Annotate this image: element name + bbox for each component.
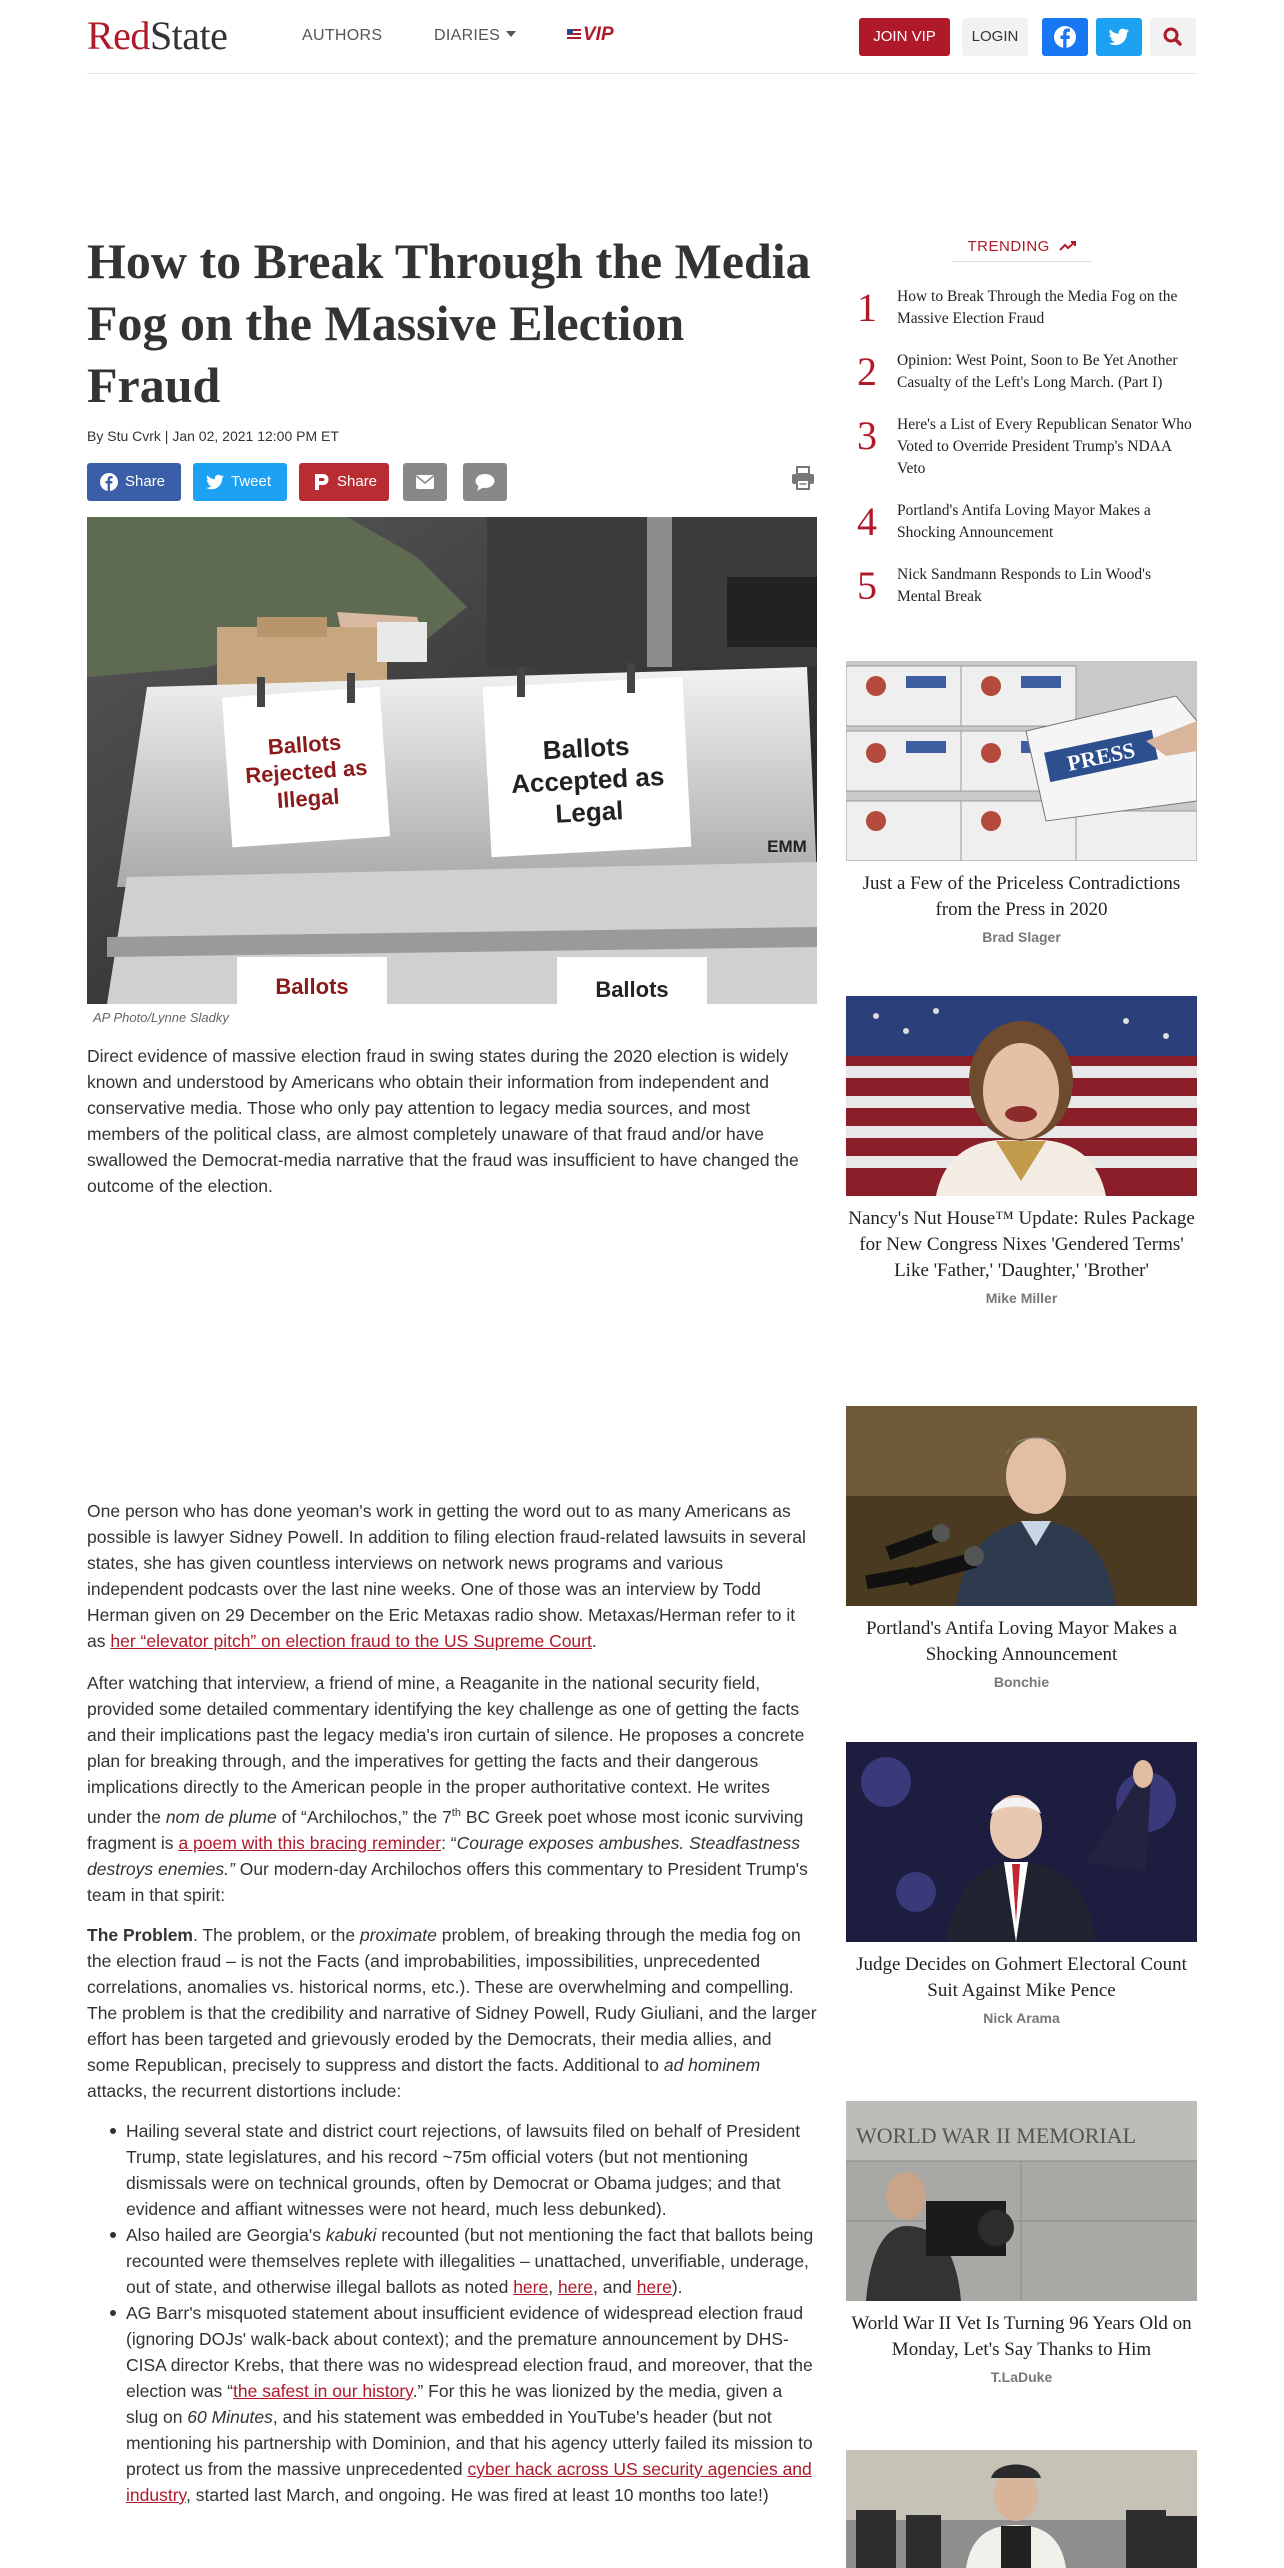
sidebar-card-4[interactable]: Judge Decides on Gohmert Electoral Count Suit Against Mike Pence Nick Arama bbox=[846, 1742, 1197, 2026]
join-vip-button[interactable]: JOIN VIP bbox=[859, 18, 950, 56]
card-image bbox=[846, 2101, 1197, 2301]
svg-text:Ballots: Ballots bbox=[275, 974, 349, 999]
svg-text:EMM: EMM bbox=[767, 837, 807, 856]
sidebar-card-2[interactable]: Nancy's Nut House™ Update: Rules Package for New Congress Nixes 'Gendered Terms' Like 'Father,' 'Daughter,' 'Brother' Mike Miller bbox=[846, 996, 1197, 1306]
facebook-icon bbox=[1042, 18, 1088, 56]
svg-text:Ballots: Ballots bbox=[541, 730, 631, 766]
search-button[interactable] bbox=[1150, 18, 1196, 56]
site-header bbox=[0, 0, 1284, 74]
twitter-icon bbox=[205, 472, 225, 492]
cyber-hack-link[interactable]: cyber hack across US security agencies and industry bbox=[126, 2459, 812, 2505]
article-paragraph-3: After watching that interview, a friend of mine, a Reaganite in the national security field, provided some detailed commentary identifying the key challenge as one of getting the facts and their implications past the legacy media's iron curtain of silence. He proposes a concrete plan for breaking through, and the imperatives for getting the facts and their dangerous implications directly to the American people in the proper authoritative context. He writes under the nom de plume of “Archilochos,” the 7th BC Greek poet whose most iconic surviving fragment is a poem with this bracing reminder: “Courage exposes ambushes. Steadfastness destroys enemies.” Our modern-day Archilochos offers this commentary to President Trump's team in that spirit: bbox=[87, 1673, 808, 1905]
card-image bbox=[846, 661, 1197, 861]
trending-heading: TRENDING bbox=[952, 238, 1092, 262]
publish-date: Jan 02, 2021 12:00 PM ET bbox=[172, 428, 339, 444]
distortions-list bbox=[126, 2118, 818, 2508]
card-image bbox=[846, 1742, 1197, 1942]
ballot-boxes-photo bbox=[87, 517, 817, 1004]
facebook-icon bbox=[99, 472, 119, 492]
safest-link[interactable]: the safest in our history bbox=[233, 2381, 413, 2401]
article-paragraph-4: The Problem. The problem, or the proximate problem, of breaking through the media fog on the election fraud – is not the Facts (and improbabilities, impossibilities, unprecedented correlations, anomalies vs. historical norms, etc.). These are overwhelming and compelling. The problem is that the credibility and narrative of Sidney Powell, Rudy Giuliani, and the larger effort has been targeted and grievously eroded by the Democrats, their media allies, and some Republican, precisely to suppress and distort the facts. Additional to ad hominem attacks, the recurrent distortions include: bbox=[87, 1925, 817, 2101]
svg-text:WORLD WAR II MEMORIAL: WORLD WAR II MEMORIAL bbox=[856, 2123, 1137, 2148]
list-item: Hailing several state and district court rejections, of lawsuits filed on behalf of President Trump, state legislatures, and his record ~75m official voters (but not mentioning dismissals were on technical grounds, often by Democrat or Obama judges; and that evidence and affiant witnesses were not heard, much less debunked). bbox=[126, 2118, 818, 2222]
article-paragraph-1: Direct evidence of massive election fraud in swing states during the 2020 election is widely known and understood by Americans who obtain their information from independent and conservative media. Those who only pay attention to legacy media sources, and most members of the political class, are almost completely unaware of that fraud and/or have swallowed the Democrat-media narrative that the fraud was insufficient to have changed the outcome of the election. bbox=[87, 1046, 799, 1196]
svg-text:Ballots: Ballots bbox=[595, 977, 669, 1002]
here-link-1[interactable]: here bbox=[513, 2277, 549, 2297]
chevron-down-icon bbox=[506, 31, 516, 37]
flag-icon bbox=[567, 29, 581, 39]
svg-text:PRESS: PRESS bbox=[1065, 737, 1138, 776]
svg-text:Rejected as: Rejected as bbox=[244, 754, 369, 789]
card-image bbox=[846, 2450, 1197, 2568]
svg-text:Illegal: Illegal bbox=[276, 783, 341, 814]
list-item: Also hailed are Georgia's kabuki recounted (but not mentioning the fact that ballots being recounted were themselves replete with illegalities – unattached, unverifiable, underage, out of state, and otherwise illegal ballots as noted here, here, and here). bbox=[126, 2222, 818, 2300]
photo-caption: AP Photo/Lynne Sladky bbox=[93, 1010, 229, 1025]
article-headline: How to Break Through the Media Fog on the Massive Election Fraud bbox=[87, 233, 811, 413]
list-item: AG Barr's misquoted statement about insufficient evidence of widespread election fraud (ignoring DOJs' walk-back about context); and the premature announcement by DHS-CISA director Krebs, that there was no widespread election fraud, and moreover, that the election was “the safest in our history.” For this he was lionized by the media, given a slug on 60 Minutes, and his statement was embedded in YouTube's header (but not mentioning his partnership with Dominion, and that his agency utterly failed its mission to protect us from the massive unprecedented cyber hack across US security agencies and industry, started last March, and ongoing. He was fired at least 10 months too late!) bbox=[126, 2300, 818, 2508]
byline: By Stu Cvrk | Jan 02, 2021 12:00 PM ET bbox=[87, 428, 339, 444]
here-link-2[interactable]: here bbox=[557, 2277, 593, 2297]
login-button[interactable]: LOGIN bbox=[962, 18, 1028, 56]
elevator-pitch-link[interactable]: her “elevator pitch” on election fraud to the US Supreme Court bbox=[110, 1631, 592, 1651]
search-icon bbox=[1150, 18, 1196, 56]
nav-authors[interactable]: AUTHORS bbox=[302, 27, 383, 44]
parler-icon bbox=[311, 472, 331, 492]
svg-text:Accepted as: Accepted as bbox=[510, 760, 665, 799]
sidebar-card-5[interactable]: WORLD WAR II MEMORIAL World War II Vet Is Turning 96 Years Old on Monday, Let's Say Thanks to Him T.LaDuke bbox=[846, 2101, 1197, 2385]
twitter-icon bbox=[1096, 18, 1142, 56]
twitter-button[interactable] bbox=[1096, 18, 1142, 56]
share-email-button[interactable] bbox=[403, 463, 447, 501]
share-twitter-button[interactable]: Tweet bbox=[193, 463, 287, 501]
hero-image bbox=[87, 517, 817, 1004]
author-link[interactable]: Stu Cvrk bbox=[107, 428, 161, 444]
poem-link[interactable]: a poem with this bracing reminder bbox=[178, 1832, 442, 1853]
facebook-button[interactable] bbox=[1042, 18, 1088, 56]
nav-diaries[interactable]: DIARIES bbox=[434, 27, 516, 45]
print-icon[interactable] bbox=[790, 465, 816, 491]
envelope-icon bbox=[415, 473, 435, 491]
card-image bbox=[846, 1406, 1197, 1606]
share-facebook-button[interactable]: Share bbox=[87, 463, 181, 501]
trending-icon bbox=[1059, 240, 1077, 252]
card-image bbox=[846, 996, 1197, 1196]
comments-button[interactable] bbox=[463, 463, 507, 501]
comment-icon bbox=[474, 472, 496, 492]
here-link-3[interactable]: here bbox=[636, 2277, 672, 2297]
svg-text:Legal: Legal bbox=[554, 795, 625, 829]
site-logo[interactable]: RedState bbox=[87, 13, 228, 58]
sidebar-card-3[interactable]: Portland's Antifa Loving Mayor Makes a Shocking Announcement Bonchie bbox=[846, 1406, 1197, 1690]
nav-vip[interactable]: VIP bbox=[567, 24, 614, 46]
article-paragraph-2: One person who has done yeoman's work in getting the word out to as many Americans as possible is lawyer Sidney Powell. In addition to filing election fraud-related lawsuits in several states, she has given countless interviews on network news programs and various independent podcasts over the last nine weeks. One of those was an interview by Todd Herman given on 29 December on the Eric Metaxas radio show. Metaxas/Herman refer to it as her “elevator pitch” on election fraud to the US Supreme Court. bbox=[87, 1501, 806, 1651]
svg-text:Ballots: Ballots bbox=[266, 729, 342, 760]
share-parler-button[interactable]: Share bbox=[299, 463, 389, 501]
sidebar-card-6[interactable] bbox=[846, 2450, 1197, 2568]
header-divider bbox=[87, 73, 1197, 74]
sidebar-card-1[interactable]: PRESS Just a Few of the Priceless Contradictions from the Press in 2020 Brad Slager bbox=[846, 661, 1197, 945]
